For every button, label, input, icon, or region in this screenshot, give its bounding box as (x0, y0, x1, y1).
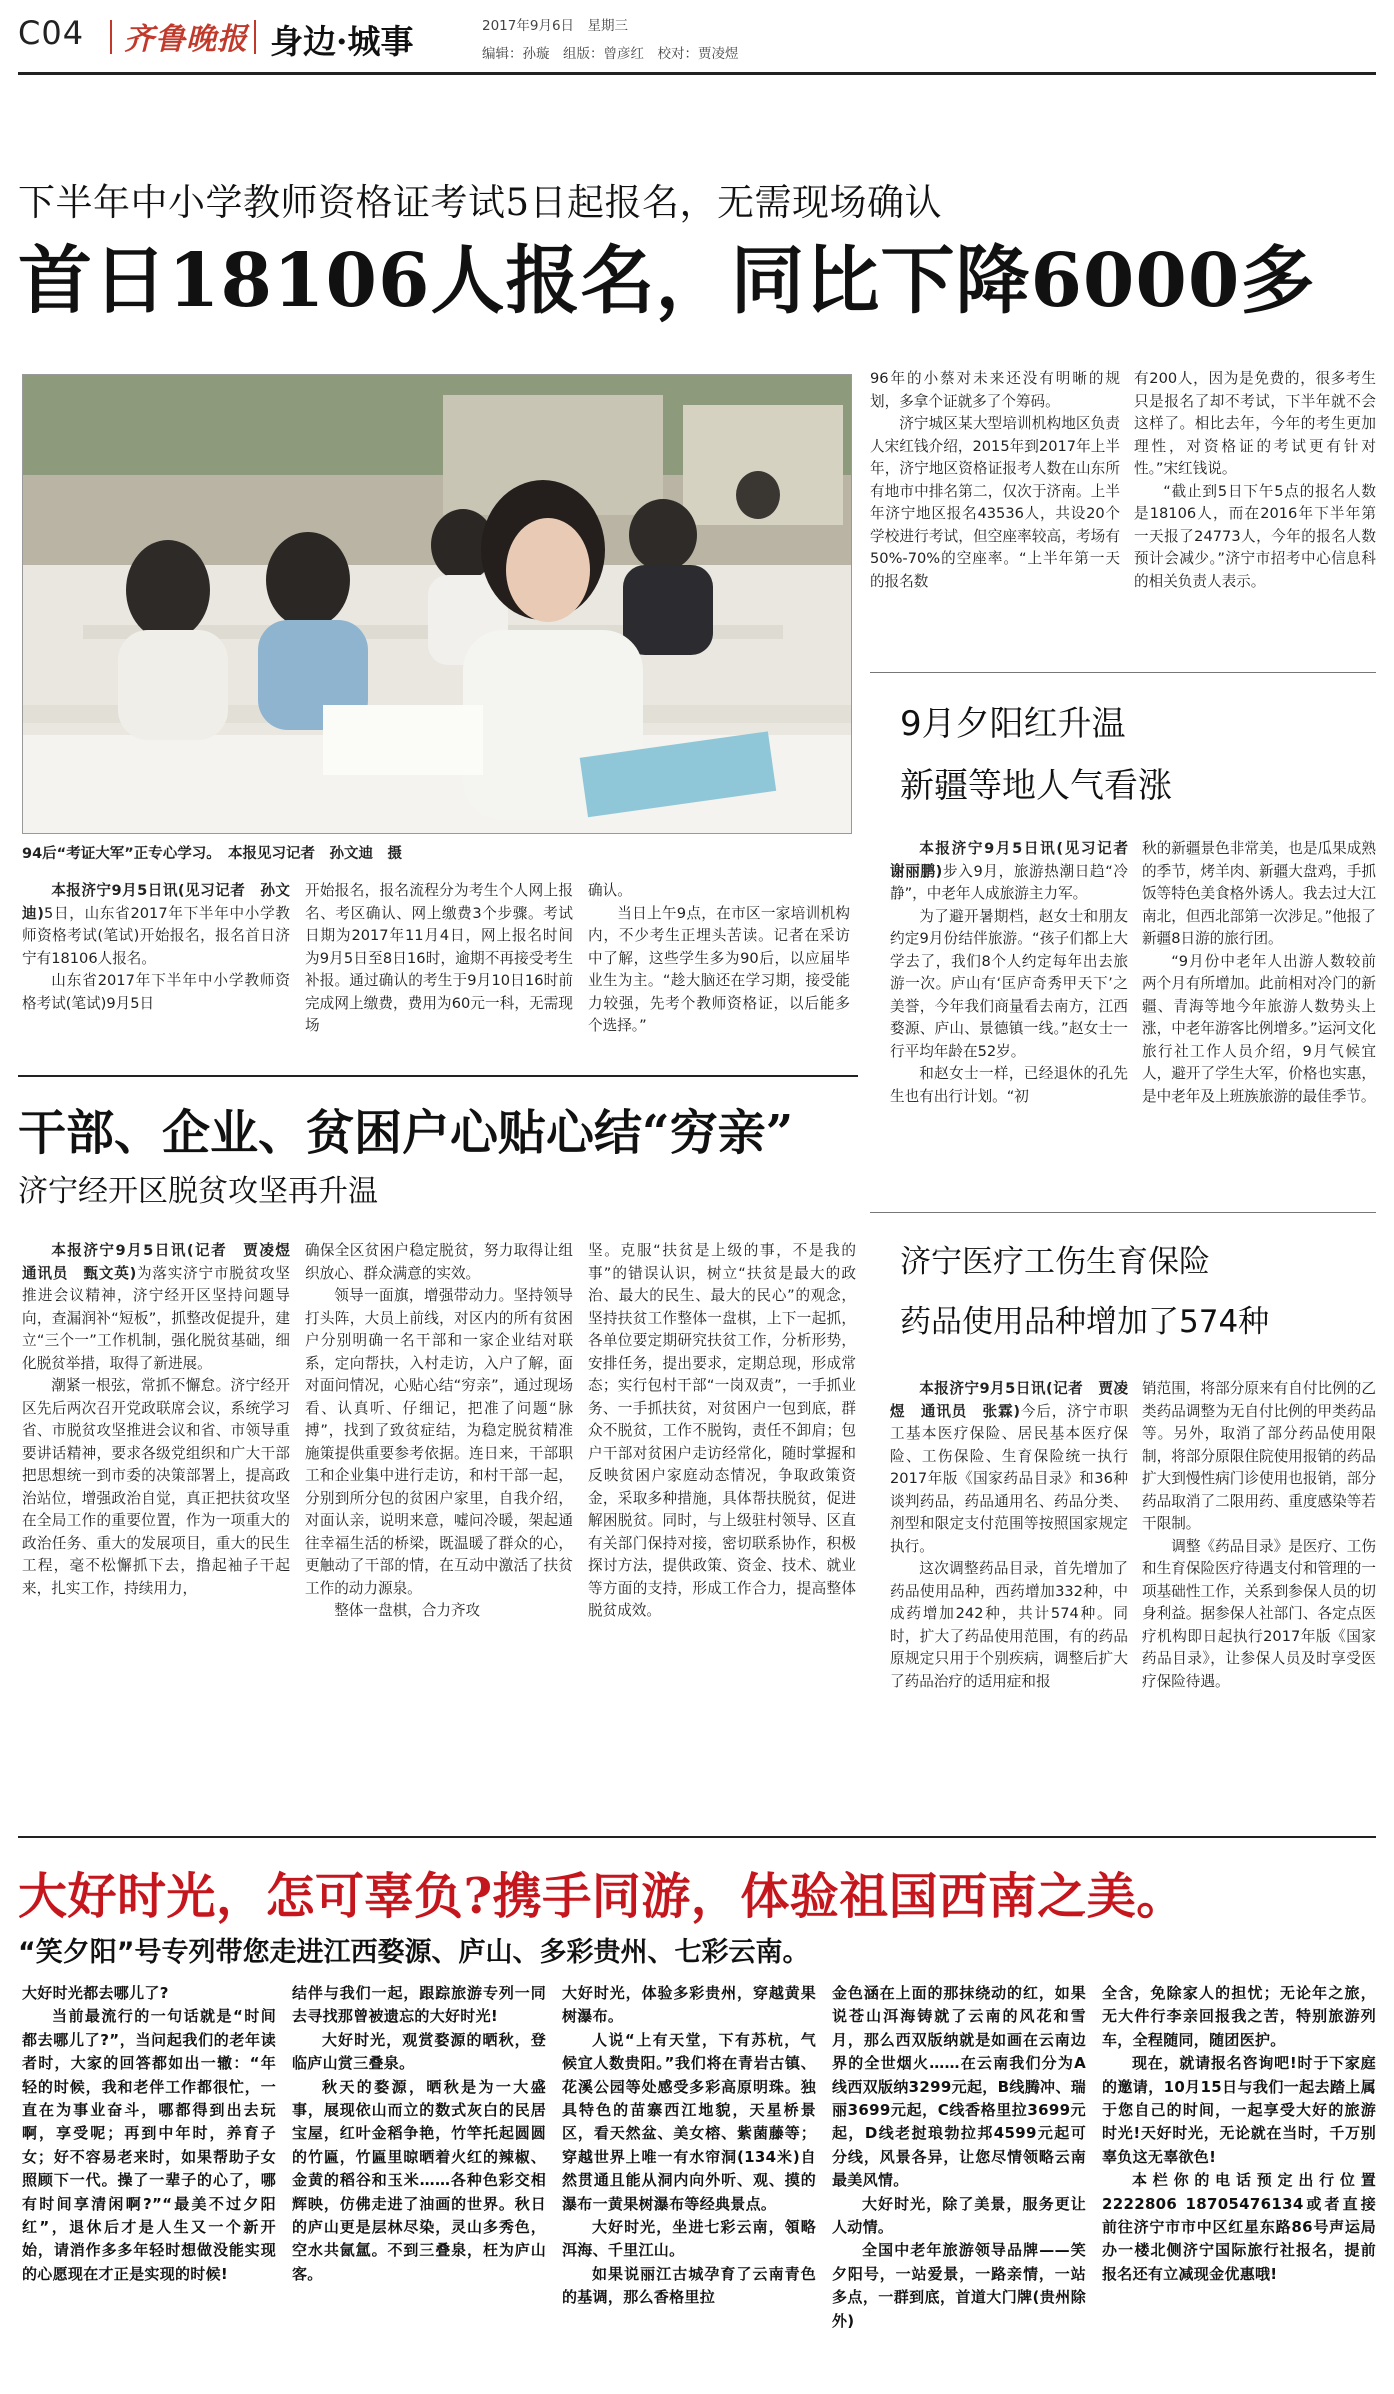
ad-column-5 (1102, 1982, 1376, 2382)
lead-col1-para1: 5日，山东省2017年下半年中小学教师资格考试(笔试)开始报名，报名首日济宁有18106人报名。 (22, 904, 291, 967)
lead-col2-text: 开始报名，报名流程分为考生个人网上报名、考区确认、网上缴费3个步骤。考试日期为2017年11月4日，网上报名时间为9月5日至8日16时，逾期不再接受考生补报。通过确认的考生于9月10日16时前完成网上缴费，费用为60元一科，无需现场 (305, 882, 573, 1034)
medical-col2-para1: 销范围，将部分原来有自付比例的乙类药品调整为无自付比例的甲类药品等。另外，取消了部分药品使用限制，将部分原限住院使用报销的药品扩大到慢性病门诊使用也报销，部分药品取消了二限用药、重度感染等若干限制。 (1142, 1380, 1376, 1532)
poverty-column-1 (22, 1240, 305, 1820)
travel-column-2 (1142, 838, 1376, 1200)
lead-byline: 本报济宁9月5日讯(见习记者 孙文迪) (22, 882, 290, 922)
ad-column-4 (832, 1982, 1086, 2382)
travel-col1-para3: 和赵女士一样，已经退休的孔先生也有出行计划。“初 (890, 1065, 1128, 1105)
poverty-subhead: 济宁经开区脱贫攻坚再升温 (18, 1174, 378, 1209)
poverty-headline: 干部、企业、贫困户心贴心结“穷亲” (18, 1105, 794, 1161)
medical-top-rule (870, 1212, 1376, 1213)
ad-col4-para3: 全国中老年旅游领导品牌——笑夕阳号，一站爱景，一路亲情，一站多点，一群到底，首道大门牌(贵州除外) (832, 2241, 1086, 2330)
poverty-top-rule (18, 1075, 858, 1077)
header-divider-1 (110, 20, 112, 54)
section-title: 身边·城事 (270, 22, 414, 61)
ad-col3-para1: 大好时光，体验多彩贵州，穿越黄果树瀑布。 (562, 1984, 816, 2026)
travel-column-1 (890, 838, 1143, 1200)
photo-caption: 94后“考证大军”正专心学习。 本报见习记者 孙文迪 摄 (22, 846, 402, 862)
medical-column-1 (890, 1378, 1128, 1818)
travel-headline-1: 9月夕阳红升温 (900, 704, 1126, 744)
ad-col5-para1: 全含，免除家人的担忧；无论年之旅，无大件行李亲回报我之苦，特别旅游列车，全程随同，随团医护。 (1102, 1984, 1376, 2049)
ad-col4-para1: 金色涵在上面的那抹绕动的红，如果说苍山洱海铸就了云南的风花和雪月，那么西双版纳就是如画在云南边界的全世烟火……在云南我们分为A线西双版纳3299元起，B线腾冲、瑞丽3699元起，C线香格里拉3699元起，D线老挝琅勃拉邦4599元起可分线，风景各异，让您尽情领略云南最美风情。 (832, 1984, 1086, 2190)
classroom-photo-illustration (23, 375, 851, 833)
issue-date (482, 14, 628, 34)
ad-column-3 (562, 1982, 816, 2382)
poverty-col1-para2: 潮紧一根弦，常抓不懈怠。济宁经开区先后两次召开党政联席会议，系统学习省、市脱贫攻坚推进会议和省、市领导重要讲话精神，要求各级党组织和广大干部把思想统一到市委的决策部署上，提高政治站位，增强政治自觉，真正把扶贫攻坚在全局工作的重要位置，作为一项重大的政治任务、重大的发展项目，重大的民生工程，毫不松懈抓下去，撸起袖子干起来，扎实工作，持续用力， (22, 1377, 290, 1597)
lead-col4-para2: 济宁城区某大型培训机构地区负责人宋红钱介绍，2015年到2017年上半年，济宁地区资格证报考人数在山东所有地市中排名第二，仅次于济南。上半年济宁地区报名43536人，共设20个学校进行考试，但空座率较高，考场有50%-70%的空座率。“上半年第一天的报名数 (870, 415, 1120, 590)
editor-credits: 编辑：孙璇 组版：曾彦红 校对：贾凌煜 (482, 46, 739, 62)
ad-col2-para2: 大好时光，观赏婺源的晒秋，登临庐山赏三叠泉。 (292, 2030, 546, 2073)
ad-headline: 大好时光，怎可辜负?携手同游，体验祖国西南之美。 (18, 1867, 1186, 1925)
medical-col2-para2: 调整《药品目录》是医疗、工伤和生育保险医疗待遇支付和管理的一项基础性工作，关系到参保人员的切身利益。据参保人社部门、各定点医疗机构即日起执行2017年版《国家药品目录》，让参保人员及时享受医疗保险待遇。 (1142, 1537, 1376, 1690)
lead-col3-para1: 确认。 (588, 882, 632, 899)
travel-headline-2: 新疆等地人气看涨 (900, 766, 1172, 806)
lead-col4-para1: 96年的小蔡对未来还没有明晰的规划，多拿个证就多了个筹码。 (870, 370, 1120, 410)
lead-photo (22, 374, 852, 834)
ad-col5-para2: 现在，就请报名咨询吧!时于下家庭的邀请，10月15日与我们一起去踏上属于您自己的时间，一起享受大好的旅游时光!天好时光，无论就在当时，千万别辜负这无辜欲色! (1102, 2054, 1376, 2166)
lead-kicker: 下半年中小学教师资格证考试5日起报名，无需现场确认 (18, 181, 943, 224)
travel-col1-para2: 为了避开暑期档，赵女士和朋友约定9月份结伴旅游。“孩子们都上大学去了，我们8个人约定每年出去旅游一次。庐山有‘匡庐奇秀甲天下’之美誉，今年我们商量看去南方，江西婺源、庐山、景德镇一线。”赵女士一行平均年龄在52岁。 (890, 907, 1128, 1060)
lead-column-3 (588, 880, 850, 1058)
travel-col2-para2: “9月份中老年人出游人数较前两个月有所增加。此前相对冷门的新疆、青海等地今年旅游人数势头上涨，中老年游客比例增多。”运河文化旅行社工作人员介绍，9月气候宜人，避开了学生大军，价格也实惠，是中老年及上班族旅游的最佳季节。 (1142, 952, 1376, 1105)
header-rule (18, 72, 1376, 75)
lead-column-2 (305, 880, 573, 1058)
poverty-col2-para1: 确保全区贫困户稳定脱贫，努力取得让组织放心、群众满意的实效。 (305, 1242, 573, 1282)
ad-col3-para4: 如果说丽江古城孕育了云南青色的基调，那么香格里拉 (562, 2264, 816, 2307)
medical-headline-2: 药品使用品种增加了574种 (900, 1304, 1270, 1340)
medical-col1-para1: 今后，济宁市职工基本医疗保险、居民基本医疗保险、工伤保险、生育保险统一执行2017年版《国家药品目录》和36种谈判药品，药品通用名、药品分类、剂型和限定支付范围等按照国家规定执行。 (890, 1402, 1128, 1555)
lead-column-5 (1134, 368, 1376, 702)
medical-headline-1: 济宁医疗工伤生育保险 (900, 1244, 1210, 1280)
page-number: C04 (18, 14, 85, 52)
ad-col2-para3: 秋天的婺源，晒秋是为一大盛事，展现依山而立的数式灰白的民居宝屋，红叶金稻争艳，竹竿托起圆圆的竹匾，竹匾里晾晒着火红的辣椒、金黄的稻谷和玉米……各种色彩交相辉映，仿佛走进了油画的世界。秋日的庐山更是层林尽染，灵山多秀色，空水共氤氲。不到三叠泉，枉为庐山客。 (292, 2077, 546, 2283)
poverty-col2-para3: 整体一盘棋，合力齐攻 (334, 1602, 481, 1619)
ad-column-2 (292, 1982, 546, 2382)
ad-top-rule (18, 1836, 1376, 1838)
medical-byline: 本报济宁9月5日讯(记者 贾凌煜 通讯员 张霖) (890, 1380, 1128, 1420)
poverty-col3-text: 坚。克服“扶贫是上级的事，不是我的事”的错误认识，树立“扶贫是最大的政治、最大的民生、最大的民心”的观念，坚持扶贫工作整体一盘棋，上下一起抓，各单位要定期研究扶贫工作，分析形势，安排任务，提出要求，定期总现，形成常态；实行包村干部“一岗双责”，一手抓业务、一手抓扶贫，对贫困户一包到底，群众不脱贫，工作不脱钩，责任不卸肩；包户干部对贫困户走访经常化，随时掌握和反映贫困户家庭动态情况，争取政策资金，采取多种措施，具体帮扶脱贫，促进解困脱贫。同时，与上级驻村领导、区直有关部门保持对接，密切联系协作，积极探讨方法，提供政策、资金、技术、就业等方面的支持，形成工作合力，提高整体脱贫成效。 (588, 1242, 856, 1619)
lead-headline: 首日18106人报名，同比下降6000多 (18, 238, 1316, 324)
poverty-column-2 (305, 1240, 573, 1820)
ad-column-1 (22, 1982, 276, 2382)
ad-subhead: “笑夕阳”号专列带您走进江西婺源、庐山、多彩贵州、七彩云南。 (18, 1937, 810, 1968)
lead-col3-para2: 当日上午9点，在市区一家培训机构内，不少考生正埋头苦读。记者在采访中了解，这些学生多为90后，以应届毕业生为主。“趁大脑还在学习期，接受能力较强，先考个教师资格证，以后能多个选择。” (588, 904, 850, 1034)
ad-col3-para2: 人说“上有天堂，下有苏杭，气候宜人数贵阳。”我们将在青岩古镇、花溪公园等处感受多彩高原明珠。独具特色的苗寨西江地貌，天星桥景区，看天然盆、美女榕、紫菌藤等；穿越世界上唯一有水帘洞(134米)自然贯通且能从洞内向外听、观、摸的瀑布一黄果树瀑布等经典景点。 (562, 2030, 816, 2213)
issue-date-text: 2017年9月6日 (482, 18, 575, 34)
poverty-col2-para2: 领导一面旗，增强带动力。坚持领导打头阵，大员上前线，对区内的所有贫困户分别明确一名干部和一家企业结对联系，定向帮扶，入村走访，入户了解，面对面问情况，心贴心结“穷亲”，通过现场看、认真听、仔细记，把准了问题“脉搏”，找到了致贫症结，为稳定脱贫精准施策提供重要参考依据。连日来，干部职工和企业集中进行走访，和村干部一起，分别到所分包的贫困户家里，自我介绍，对面认亲，说明来意，嘘问冷暖，架起通往幸福生活的桥梁，既温暖了群众的心，更触动了干部的情，在互动中激活了扶贫工作的动力源泉。 (305, 1287, 573, 1597)
lead-col5-para1: 有200人，因为是免费的，很多考生只是报名了却不考试，下半年就不会这样了。相比去年，今年的考生更加理性，对资格证的考试更有针对性。”宋红钱说。 (1134, 370, 1376, 477)
travel-top-rule (870, 672, 1376, 673)
travel-byline: 本报济宁9月5日讯(见习记者 谢丽鹏) (890, 840, 1143, 880)
medical-column-2 (1142, 1378, 1376, 1818)
ad-col5-para3: 本栏你的电话预定出行位置2222806 18705476134或者直接前往济宁市市中区红星东路86号声运局办一楼北侧济宁国际旅行社报名，提前报名还有立减现金优惠哦! (1102, 2171, 1376, 2283)
ad-col4-para2: 大好时光，除了美景，服务更让人动情。 (832, 2194, 1086, 2237)
lead-col1-para2: 山东省2017年下半年中小学教师资格考试(笔试)9月5日 (22, 972, 290, 1012)
ad-col1-heading: 大好时光都去哪儿了? (22, 1984, 169, 2002)
masthead-logo: 齐鲁晚报 (124, 22, 248, 57)
poverty-byline: 本报济宁9月5日讯(记者 贾凌煜 通讯员 甄文英) (22, 1242, 305, 1282)
lead-col5-para2: “截止到5日下午5点的报名人数是18106人，而在2016年下半年第一天报了24773人，今年的报名人数预计会减少。”济宁市招考中心信息科的相关负责人表示。 (1134, 482, 1376, 590)
poverty-col1-para1: 为落实济宁市脱贫攻坚推进会议精神，济宁经开区坚持问题导向，查漏润补“短板”，抓整改促提升，建立“三个一”工作机制，强化脱贫基础，细化脱贫举措，取得了新进展。 (22, 1264, 290, 1372)
ad-col1-para: 当前最流行的一句话就是“时间都去哪儿了?”，当问起我们的老年读者时，大家的回答都如出一辙：“年轻的时候，我和老伴工作都很忙，一直在为事业奋斗，哪都得到出去玩啊，享受呢；再到中年时，养育子女；好不容易老来时，如果帮助子女照顾下一代。操了一辈子的心了，哪有时间享清闲啊?”“最美不过夕阳红”，退休后才是人生又一个新开始，请消作多多年轻时想做没能实现的心愿现在才正是实现的时候! (22, 2007, 276, 2283)
header-divider-2 (254, 20, 256, 54)
ad-col3-para3: 大好时光，坐进七彩云南，領略洱海、千里江山。 (562, 2218, 816, 2260)
lead-column-4 (870, 368, 1120, 702)
travel-col1-para1: 步入9月，旅游热潮日趋“冷静”，中老年人成旅游主力军。 (890, 862, 1128, 902)
poverty-column-3 (588, 1240, 856, 1820)
issue-weekday: 星期三 (587, 18, 629, 34)
medical-col1-para2: 这次调整药品目录，首先增加了药品使用品种，西药增加332种，中成药增加242种，共计574种。同时，扩大了药品使用范围，有的药品原规定只用于个别疾病，调整后扩大了药品治疗的适用症和报 (890, 1560, 1128, 1690)
travel-col2-para1: 秋的新疆景色非常美，也是瓜果成熟的季节，烤羊肉、新疆大盘鸡，手抓饭等特色美食格外诱人。我去过大江南北，但西北部第一次涉足。”他报了新疆8日游的旅行团。 (1142, 840, 1376, 947)
ad-col2-para1: 结伴与我们一起，跟踪旅游专列一同去寻找那曾被遗忘的大好时光! (292, 1984, 546, 2026)
lead-column-1 (22, 880, 290, 1058)
